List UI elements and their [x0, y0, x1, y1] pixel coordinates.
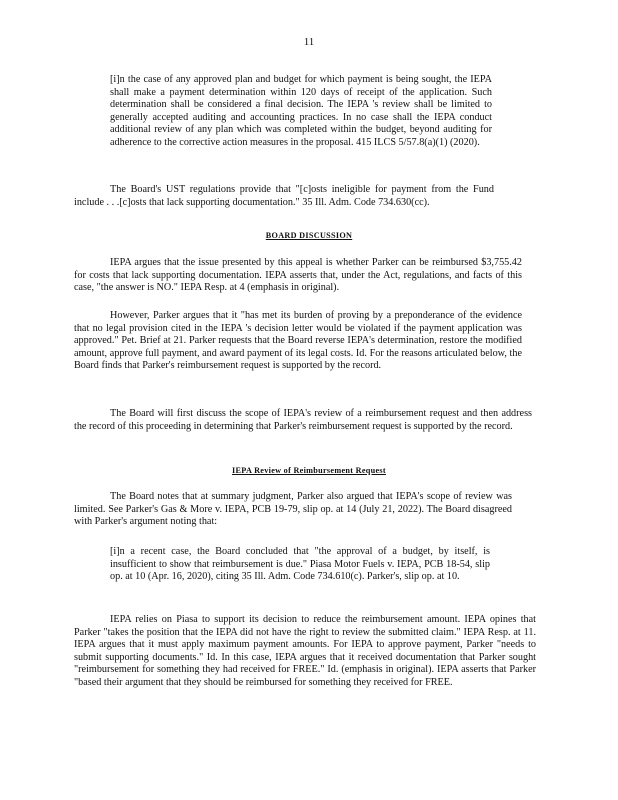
- statutory-quote: [i]n the case of any approved plan and budget for which payment is being sought, the IEPA shall make a payment determination within 120 days of receipt of the application. Such determination shall be considered a final decision. The IEPA 's review shall be limited to generally accepted auditing and accounting practices. In no case shall the IEPA conduct additional review of any plan which was completed within the budget, beyond auditing for adherence to the corrective action measures in the proposal. 415 ILCS 5/57.8(a)(1) (2020).: [110, 74, 492, 148]
- paragraph-iepa-argues: IEPA argues that the issue presented by this appeal is whether Parker can be reimbursed $3,755.42 for costs that lack supporting documentation. IEPA asserts that, under the Act, regulations, and facts of this case, "the answer is NO." IEPA Resp. at 4 (emphasis in original).: [74, 257, 522, 294]
- page-number: 11: [303, 36, 315, 48]
- heading-iepa-review: [0, 465, 618, 478]
- heading-board-discussion-text: BOARD DISCUSSION: [265, 231, 353, 240]
- heading-board-discussion: [0, 230, 618, 243]
- case-quote: [i]n a recent case, the Board concluded that "the approval of a budget, by itself, is insufficient to show that reimbursement is due." Piasa Motor Fuels v. IEPA, PCB 18-54, slip op. at 10 (Apr. 16, 2020), citing 35 Ill. Adm. Code 734.610(c). Parker's, slip op. at 10.: [110, 546, 490, 583]
- paragraph-ust-regulations: The Board's UST regulations provide that "[c]osts ineligible for payment from the Fund include . . .[c]osts that lack supporting documentation." 35 Ill. Adm. Code 734.630(cc).: [74, 184, 494, 208]
- paragraph-iepa-relies: IEPA relies on Piasa to support its decision to reduce the reimbursement amount. IEPA opines that Parker "takes the position that the IEPA did not have the right to review the submitted claim." IEPA Resp. at 11. IEPA argues that it must apply maximum payment amounts. For IEPA to approve payment, Parker "needs to submit supporting documents." Id. In this case, IEPA argues that it received documentation that Parker sought "reimbursement for something they had received for FREE." Id. (emphasis in original). IEPA asserts that Parker "based their argument that they should be reimbursed for something they received for FREE.: [74, 614, 536, 688]
- heading-iepa-review-text: IEPA Review of Reimbursement Request: [232, 466, 386, 475]
- paragraph-board-notes: The Board notes that at summary judgment, Parker also argued that IEPA's scope of review was limited. See Parker's Gas & More v. IEPA, PCB 19-79, slip op. at 14 (July 21, 2022). The Board disagreed with Parker's argument noting that:: [74, 491, 512, 528]
- paragraph-board-will-discuss: The Board will first discuss the scope of IEPA's review of a reimbursement request and then address the record of this proceeding in determining that Parker's reimbursement request is supported by the record.: [74, 408, 532, 432]
- paragraph-however-parker: However, Parker argues that it "has met its burden of proving by a preponderance of the evidence that no legal provision cited in the IEPA 's decision letter would be violated if the payment application was approved." Pet. Brief at 21. Parker requests that the Board reverse IEPA's determination, restore the modified amount, approve full payment, and award payment of its legal costs. Id. For the reasons articulated below, the Board finds that Parker's reimbursement request is supported by the record.: [74, 310, 522, 372]
